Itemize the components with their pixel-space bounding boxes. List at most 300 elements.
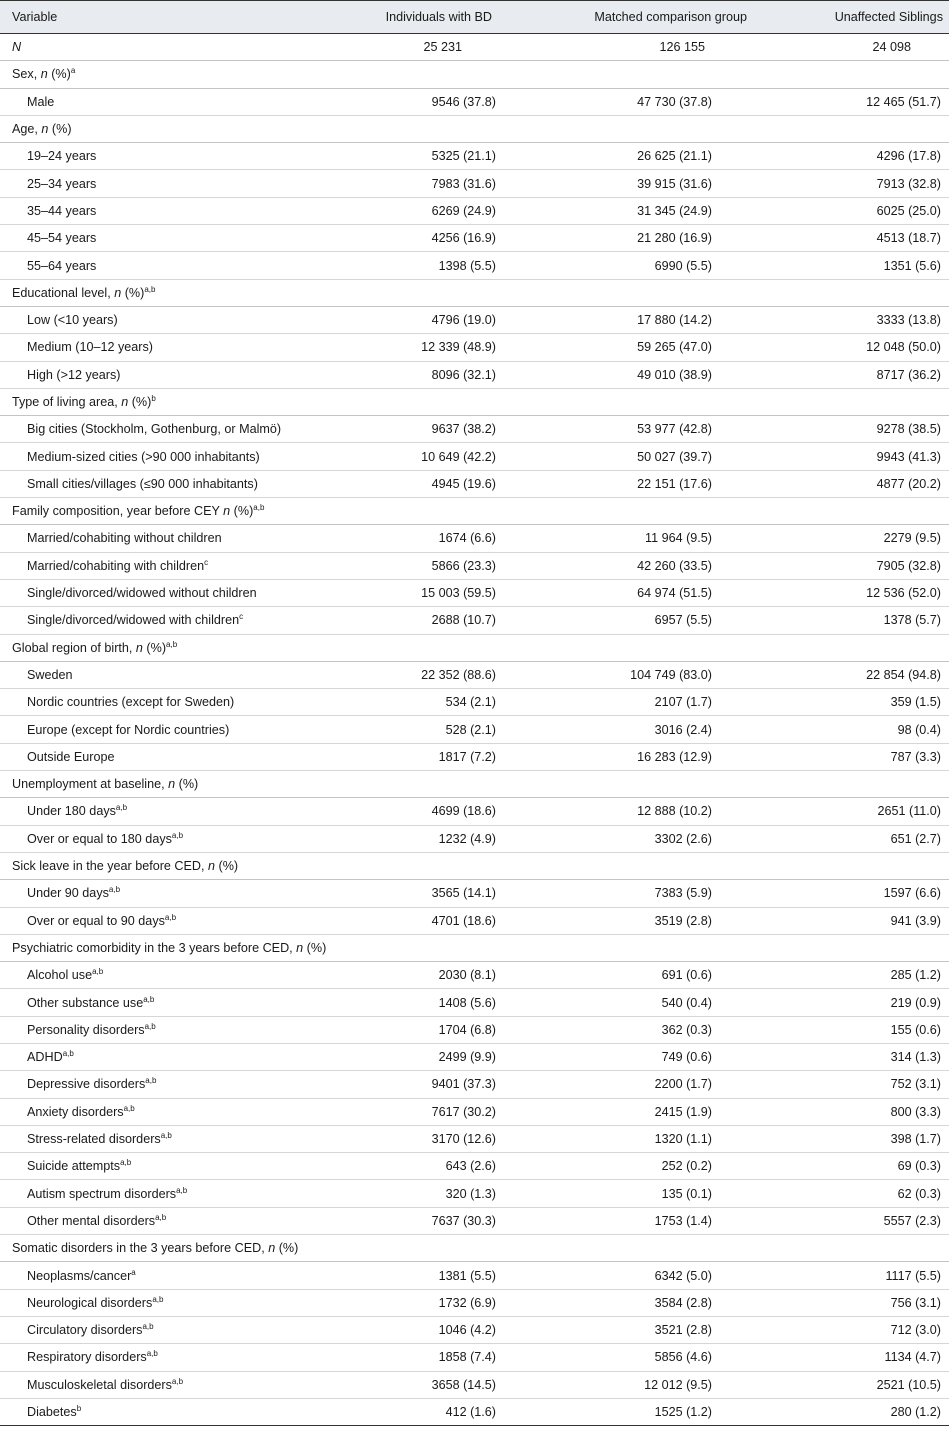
row-label-text: Single/divorced/widowed with children	[27, 613, 240, 628]
cell-unaffected-siblings: 8717 (36.2)	[795, 361, 949, 388]
cell-individuals-with-bd: 1732 (6.9)	[340, 1289, 550, 1316]
cell-unaffected-siblings: 69 (0.3)	[795, 1153, 949, 1180]
row-label-text: Married/cohabiting with children	[27, 558, 205, 573]
row-label-text: Alcohol use	[27, 968, 93, 983]
section-title	[0, 852, 949, 879]
section-title-text: Global region of birth,	[12, 640, 136, 655]
footnote-marker: a,b	[253, 503, 265, 513]
row-label	[0, 1098, 340, 1125]
section-title-text: Educational level,	[12, 285, 115, 300]
footnote-marker: a,b	[108, 885, 121, 895]
cell-matched-comparison-group: 11 964 (9.5)	[550, 525, 795, 552]
cell-unaffected-siblings: 7913 (32.8)	[795, 170, 949, 197]
footnote-marker: c	[239, 612, 244, 622]
cell-matched-comparison-group: 39 915 (31.6)	[550, 170, 795, 197]
cell-individuals-with-bd: 3565 (14.1)	[340, 880, 550, 907]
row-label-text: Neurological disorders	[27, 1295, 153, 1310]
cell-unaffected-siblings: 941 (3.9)	[795, 907, 949, 934]
section-title-text: Family composition, year before CEY	[12, 504, 224, 519]
cell-matched-comparison-group: 17 880 (14.2)	[550, 306, 795, 333]
table-row	[0, 143, 949, 170]
table-row	[0, 661, 949, 688]
row-label-text: Outside Europe	[27, 749, 115, 764]
cell-unaffected-siblings: 1134 (4.7)	[795, 1344, 949, 1371]
row-label	[0, 1207, 340, 1234]
cell-individuals-with-bd: 9637 (38.2)	[340, 416, 550, 443]
cell-matched-comparison-group: 12 888 (10.2)	[550, 798, 795, 825]
section-title-n: n	[135, 640, 143, 655]
row-label-text: Nordic countries (except for Sweden)	[27, 695, 235, 710]
row-label	[0, 689, 340, 716]
cell-individuals-with-bd: 1704 (6.8)	[340, 1016, 550, 1043]
row-label	[0, 1071, 340, 1098]
cell-individuals-with-bd: 2688 (10.7)	[340, 607, 550, 634]
section-title-text: Psychiatric comorbidity in the 3 years before CED,	[12, 940, 297, 955]
row-label	[0, 962, 340, 989]
cell-unaffected-siblings: 756 (3.1)	[795, 1289, 949, 1316]
cell-individuals-with-bd: 1817 (7.2)	[340, 743, 550, 770]
section-title-percent: (%)	[175, 777, 199, 792]
n-row	[0, 34, 949, 61]
row-label-text: Depressive disorders	[27, 1077, 146, 1092]
table-row	[0, 1207, 949, 1234]
section-title-text: Type of living area,	[12, 395, 122, 409]
row-label	[0, 225, 340, 252]
cell-unaffected-siblings: 12 465 (51.7)	[795, 88, 949, 115]
cell-unaffected-siblings: 3333 (13.8)	[795, 306, 949, 333]
row-label-text: 25–34 years	[27, 176, 97, 191]
row-label-text: Over or equal to 180 days	[27, 831, 172, 846]
footnote-marker: a,b	[164, 912, 177, 922]
row-label-text: 55–64 years	[27, 258, 97, 273]
section-header-row	[0, 498, 949, 525]
cell-matched-comparison-group: 47 730 (37.8)	[550, 88, 795, 115]
section-title-percent: (%)	[121, 285, 145, 300]
header-row	[0, 1, 949, 34]
cell-unaffected-siblings: 1378 (5.7)	[795, 607, 949, 634]
cell-individuals-with-bd: 7617 (30.2)	[340, 1098, 550, 1125]
section-header-row	[0, 1235, 949, 1262]
footnote-marker: a,b	[155, 1212, 167, 1222]
cell-matched-comparison-group: 3519 (2.8)	[550, 907, 795, 934]
cell-unaffected-siblings: 4296 (17.8)	[795, 143, 949, 170]
row-label-text: High (>12 years)	[27, 367, 121, 382]
section-title-n: n	[40, 67, 48, 82]
table-row	[0, 1043, 949, 1070]
n-individuals-with-bd: 25 231	[340, 34, 550, 61]
section-header-row	[0, 388, 949, 415]
section-header-row	[0, 634, 949, 661]
cell-individuals-with-bd: 7637 (30.3)	[340, 1207, 550, 1234]
cell-matched-comparison-group: 2107 (1.7)	[550, 689, 795, 716]
table-row	[0, 525, 949, 552]
header-variable: Variable	[0, 1, 340, 34]
row-label-text: Low (<10 years)	[27, 313, 118, 328]
cell-matched-comparison-group: 6957 (5.5)	[550, 607, 795, 634]
cell-matched-comparison-group: 49 010 (38.9)	[550, 361, 795, 388]
cell-unaffected-siblings: 4877 (20.2)	[795, 470, 949, 497]
row-label-text: 35–44 years	[27, 203, 97, 218]
cell-matched-comparison-group: 53 977 (42.8)	[550, 416, 795, 443]
cell-matched-comparison-group: 540 (0.4)	[550, 989, 795, 1016]
row-label-text: ADHD	[27, 1050, 63, 1065]
cell-unaffected-siblings: 752 (3.1)	[795, 1071, 949, 1098]
cell-matched-comparison-group: 3302 (2.6)	[550, 825, 795, 852]
cell-matched-comparison-group: 252 (0.2)	[550, 1153, 795, 1180]
section-title	[0, 634, 949, 661]
table-row	[0, 1180, 949, 1207]
cell-individuals-with-bd: 12 339 (48.9)	[340, 334, 550, 361]
section-title	[0, 388, 949, 415]
section-title-percent: (%)	[215, 859, 239, 874]
cell-individuals-with-bd: 10 649 (42.2)	[340, 443, 550, 470]
row-label	[0, 306, 340, 333]
section-title-percent: (%)	[275, 1241, 299, 1256]
cell-individuals-with-bd: 7983 (31.6)	[340, 170, 550, 197]
cell-matched-comparison-group: 64 974 (51.5)	[550, 579, 795, 606]
row-label-text: Big cities (Stockholm, Gothenburg, or Malmö)	[27, 422, 282, 437]
section-title-text: Sick leave in the year before CED,	[12, 859, 208, 874]
cell-individuals-with-bd: 3170 (12.6)	[340, 1125, 550, 1152]
table-row	[0, 1071, 949, 1098]
cell-unaffected-siblings: 9278 (38.5)	[795, 416, 949, 443]
cell-individuals-with-bd: 3658 (14.5)	[340, 1371, 550, 1398]
section-title-percent: (%)	[230, 504, 254, 519]
cell-unaffected-siblings: 712 (3.0)	[795, 1316, 949, 1343]
section-header-row	[0, 115, 949, 142]
cell-individuals-with-bd: 4701 (18.6)	[340, 907, 550, 934]
row-label	[0, 416, 340, 443]
cell-individuals-with-bd: 5866 (23.3)	[340, 552, 550, 579]
row-label-text: Suicide attempts	[27, 1159, 121, 1174]
cell-unaffected-siblings: 285 (1.2)	[795, 962, 949, 989]
cell-matched-comparison-group: 362 (0.3)	[550, 1016, 795, 1043]
row-label	[0, 1262, 340, 1289]
cell-unaffected-siblings: 2521 (10.5)	[795, 1371, 949, 1398]
section-title-percent: (%)	[47, 67, 71, 82]
cell-individuals-with-bd: 6269 (24.9)	[340, 197, 550, 224]
table-row	[0, 607, 949, 634]
section-title	[0, 771, 949, 798]
table-row	[0, 552, 949, 579]
row-label	[0, 552, 340, 579]
table-row	[0, 334, 949, 361]
table-row	[0, 1016, 949, 1043]
cell-unaffected-siblings: 314 (1.3)	[795, 1043, 949, 1070]
footnote-marker: a,b	[143, 994, 155, 1004]
table-row	[0, 443, 949, 470]
row-label	[0, 1043, 340, 1070]
cell-unaffected-siblings: 2279 (9.5)	[795, 525, 949, 552]
cell-matched-comparison-group: 21 280 (16.9)	[550, 225, 795, 252]
cell-unaffected-siblings: 2651 (11.0)	[795, 798, 949, 825]
cell-unaffected-siblings: 787 (3.3)	[795, 743, 949, 770]
footnote-marker: a,b	[166, 639, 178, 649]
cell-unaffected-siblings: 219 (0.9)	[795, 989, 949, 1016]
cell-individuals-with-bd: 9401 (37.3)	[340, 1071, 550, 1098]
row-label	[0, 907, 340, 934]
footnote-marker: a,b	[115, 803, 128, 813]
row-label-text: Musculoskeletal disorders	[27, 1377, 172, 1392]
section-title-n: n	[208, 859, 216, 874]
section-title	[0, 1235, 949, 1262]
row-label	[0, 825, 340, 852]
row-label-text: Respiratory disorders	[27, 1350, 147, 1365]
footnote-marker: a	[131, 1267, 136, 1277]
footnote-marker: a,b	[145, 1076, 157, 1086]
row-label-text: Personality disorders	[27, 1022, 145, 1037]
cell-individuals-with-bd: 5325 (21.1)	[340, 143, 550, 170]
section-header-row	[0, 934, 949, 961]
cell-individuals-with-bd: 1408 (5.6)	[340, 989, 550, 1016]
table-row	[0, 252, 949, 279]
row-label	[0, 989, 340, 1016]
row-label-text: Other substance use	[27, 995, 144, 1010]
footnote-marker: c	[204, 557, 209, 567]
table-row	[0, 416, 949, 443]
cell-unaffected-siblings: 280 (1.2)	[795, 1398, 949, 1425]
cell-matched-comparison-group: 6342 (5.0)	[550, 1262, 795, 1289]
cell-matched-comparison-group: 135 (0.1)	[550, 1180, 795, 1207]
table-row	[0, 907, 949, 934]
footnote-marker: a,b	[144, 284, 156, 294]
table-row	[0, 825, 949, 852]
footnote-marker: a,b	[92, 967, 104, 977]
row-label	[0, 1398, 340, 1425]
section-header-row	[0, 279, 949, 306]
header-individuals-with-bd: Individuals with BD	[340, 1, 550, 34]
cell-matched-comparison-group: 12 012 (9.5)	[550, 1371, 795, 1398]
row-label-text: Male	[27, 94, 55, 109]
row-label-text: 45–54 years	[27, 231, 97, 246]
cell-matched-comparison-group: 749 (0.6)	[550, 1043, 795, 1070]
section-title	[0, 115, 949, 142]
cell-unaffected-siblings: 800 (3.3)	[795, 1098, 949, 1125]
row-label	[0, 579, 340, 606]
table-row	[0, 1289, 949, 1316]
cell-matched-comparison-group: 7383 (5.9)	[550, 880, 795, 907]
section-title-n: n	[268, 1241, 276, 1256]
n-label: N	[0, 34, 340, 61]
row-label	[0, 1344, 340, 1371]
cell-individuals-with-bd: 643 (2.6)	[340, 1153, 550, 1180]
row-label	[0, 525, 340, 552]
cell-individuals-with-bd: 528 (2.1)	[340, 716, 550, 743]
header-unaffected-siblings: Unaffected Siblings	[795, 1, 949, 34]
row-label-text: Single/divorced/widowed without children	[27, 586, 257, 601]
section-title-percent: (%)	[128, 395, 152, 409]
cell-matched-comparison-group: 16 283 (12.9)	[550, 743, 795, 770]
cell-matched-comparison-group: 59 265 (47.0)	[550, 334, 795, 361]
section-title-text: Unemployment at baseline,	[12, 777, 169, 792]
cell-unaffected-siblings: 12 048 (50.0)	[795, 334, 949, 361]
cell-matched-comparison-group: 6990 (5.5)	[550, 252, 795, 279]
row-label-text: Over or equal to 90 days	[27, 913, 165, 928]
cell-unaffected-siblings: 1597 (6.6)	[795, 880, 949, 907]
row-label-text: Medium-sized cities (>90 000 inhabitants)	[27, 449, 260, 464]
footnote-marker: a,b	[176, 1185, 188, 1195]
section-title-n: n	[296, 940, 304, 955]
cell-matched-comparison-group: 1753 (1.4)	[550, 1207, 795, 1234]
cell-matched-comparison-group: 3521 (2.8)	[550, 1316, 795, 1343]
cell-individuals-with-bd: 1674 (6.6)	[340, 525, 550, 552]
row-label-text: Stress-related disorders	[27, 1132, 161, 1147]
table-row	[0, 1098, 949, 1125]
cell-individuals-with-bd: 4796 (19.0)	[340, 306, 550, 333]
cell-unaffected-siblings: 398 (1.7)	[795, 1125, 949, 1152]
cell-individuals-with-bd: 1232 (4.9)	[340, 825, 550, 852]
row-label	[0, 661, 340, 688]
cell-individuals-with-bd: 15 003 (59.5)	[340, 579, 550, 606]
row-label-text: Europe (except for Nordic countries)	[27, 722, 230, 737]
cell-individuals-with-bd: 534 (2.1)	[340, 689, 550, 716]
row-label	[0, 798, 340, 825]
cell-unaffected-siblings: 12 536 (52.0)	[795, 579, 949, 606]
table-row	[0, 1398, 949, 1425]
section-header-row	[0, 852, 949, 879]
cell-matched-comparison-group: 691 (0.6)	[550, 962, 795, 989]
cell-unaffected-siblings: 1117 (5.5)	[795, 1262, 949, 1289]
header-matched-comparison-group: Matched comparison group	[550, 1, 795, 34]
table-row	[0, 689, 949, 716]
row-label	[0, 334, 340, 361]
footnote-marker: b	[76, 1403, 82, 1413]
row-label-text: Medium (10–12 years)	[27, 340, 153, 355]
cell-matched-comparison-group: 26 625 (21.1)	[550, 143, 795, 170]
cell-matched-comparison-group: 104 749 (83.0)	[550, 661, 795, 688]
section-title	[0, 61, 949, 88]
cell-individuals-with-bd: 9546 (37.8)	[340, 88, 550, 115]
section-title-text: Age,	[12, 122, 42, 137]
section-title-n: n	[121, 395, 129, 409]
row-label-text: Sweden	[27, 667, 73, 682]
cell-matched-comparison-group: 3016 (2.4)	[550, 716, 795, 743]
cell-individuals-with-bd: 4945 (19.6)	[340, 470, 550, 497]
row-label	[0, 88, 340, 115]
cell-matched-comparison-group: 1320 (1.1)	[550, 1125, 795, 1152]
row-label	[0, 1180, 340, 1207]
row-label	[0, 252, 340, 279]
cell-individuals-with-bd: 412 (1.6)	[340, 1398, 550, 1425]
cell-matched-comparison-group: 2200 (1.7)	[550, 1071, 795, 1098]
cell-individuals-with-bd: 8096 (32.1)	[340, 361, 550, 388]
cell-matched-comparison-group: 3584 (2.8)	[550, 1289, 795, 1316]
cell-unaffected-siblings: 7905 (32.8)	[795, 552, 949, 579]
row-label-text: Married/cohabiting without children	[27, 531, 222, 546]
cell-individuals-with-bd: 4256 (16.9)	[340, 225, 550, 252]
table-row	[0, 880, 949, 907]
cell-individuals-with-bd: 1046 (4.2)	[340, 1316, 550, 1343]
section-title	[0, 934, 949, 961]
table-row	[0, 743, 949, 770]
row-label	[0, 1016, 340, 1043]
row-label-text: Under 180 days	[27, 804, 116, 819]
table-row	[0, 989, 949, 1016]
table-row	[0, 1316, 949, 1343]
row-label	[0, 743, 340, 770]
cell-matched-comparison-group: 31 345 (24.9)	[550, 197, 795, 224]
cell-individuals-with-bd: 22 352 (88.6)	[340, 661, 550, 688]
section-header-row	[0, 771, 949, 798]
n-matched-comparison-group: 126 155	[550, 34, 795, 61]
section-title-n: n	[168, 777, 176, 792]
row-label-text: Other mental disorders	[27, 1213, 156, 1228]
row-label-text: Neoplasms/cancer	[27, 1268, 132, 1283]
row-label	[0, 443, 340, 470]
footnote-marker: a,b	[171, 1376, 184, 1386]
table-row	[0, 197, 949, 224]
footnote-marker: a,b	[160, 1131, 172, 1141]
row-label-text: Autism spectrum disorders	[27, 1186, 177, 1201]
row-label	[0, 1289, 340, 1316]
footnote-marker: a,b	[171, 830, 184, 840]
section-header-row	[0, 61, 949, 88]
cell-individuals-with-bd: 2030 (8.1)	[340, 962, 550, 989]
row-label	[0, 197, 340, 224]
row-label	[0, 1153, 340, 1180]
section-title-n: n	[223, 504, 231, 519]
row-label-text: Under 90 days	[27, 886, 109, 901]
row-label	[0, 716, 340, 743]
row-label	[0, 880, 340, 907]
table-row	[0, 1262, 949, 1289]
cell-matched-comparison-group: 2415 (1.9)	[550, 1098, 795, 1125]
footnote-marker: a	[70, 66, 76, 76]
table-row	[0, 306, 949, 333]
cell-individuals-with-bd: 1398 (5.5)	[340, 252, 550, 279]
row-label-text: 19–24 years	[27, 149, 97, 164]
cell-individuals-with-bd: 2499 (9.9)	[340, 1043, 550, 1070]
cell-unaffected-siblings: 6025 (25.0)	[795, 197, 949, 224]
n-unaffected-siblings: 24 098	[795, 34, 949, 61]
cell-unaffected-siblings: 4513 (18.7)	[795, 225, 949, 252]
section-title-text: Somatic disorders in the 3 years before CED,	[12, 1241, 269, 1256]
footnote-marker: a,b	[146, 1349, 158, 1359]
cell-unaffected-siblings: 651 (2.7)	[795, 825, 949, 852]
row-label-text: Circulatory disorders	[27, 1323, 143, 1338]
cell-unaffected-siblings: 22 854 (94.8)	[795, 661, 949, 688]
section-title	[0, 279, 949, 306]
cell-individuals-with-bd: 4699 (18.6)	[340, 798, 550, 825]
row-label	[0, 470, 340, 497]
row-label	[0, 1316, 340, 1343]
row-label	[0, 1371, 340, 1398]
footnote-marker: b	[151, 394, 156, 403]
table-row	[0, 88, 949, 115]
cell-matched-comparison-group: 50 027 (39.7)	[550, 443, 795, 470]
table-row	[0, 1344, 949, 1371]
table-row	[0, 716, 949, 743]
cell-matched-comparison-group: 22 151 (17.6)	[550, 470, 795, 497]
section-title	[0, 498, 949, 525]
table-row	[0, 361, 949, 388]
row-label-text: Diabetes	[27, 1404, 77, 1419]
row-label	[0, 1125, 340, 1152]
cell-unaffected-siblings: 155 (0.6)	[795, 1016, 949, 1043]
cell-individuals-with-bd: 1381 (5.5)	[340, 1262, 550, 1289]
cell-unaffected-siblings: 62 (0.3)	[795, 1180, 949, 1207]
table-row	[0, 798, 949, 825]
section-title-n: n	[41, 122, 49, 137]
table-row	[0, 170, 949, 197]
section-title-text: Sex,	[12, 67, 41, 82]
footnote-marker: a,b	[62, 1049, 74, 1059]
row-label-text: Small cities/villages (≤90 000 inhabitants)	[27, 476, 258, 491]
table-row	[0, 470, 949, 497]
row-label-text: Anxiety disorders	[27, 1104, 124, 1119]
cell-unaffected-siblings: 98 (0.4)	[795, 716, 949, 743]
table-row	[0, 1371, 949, 1398]
